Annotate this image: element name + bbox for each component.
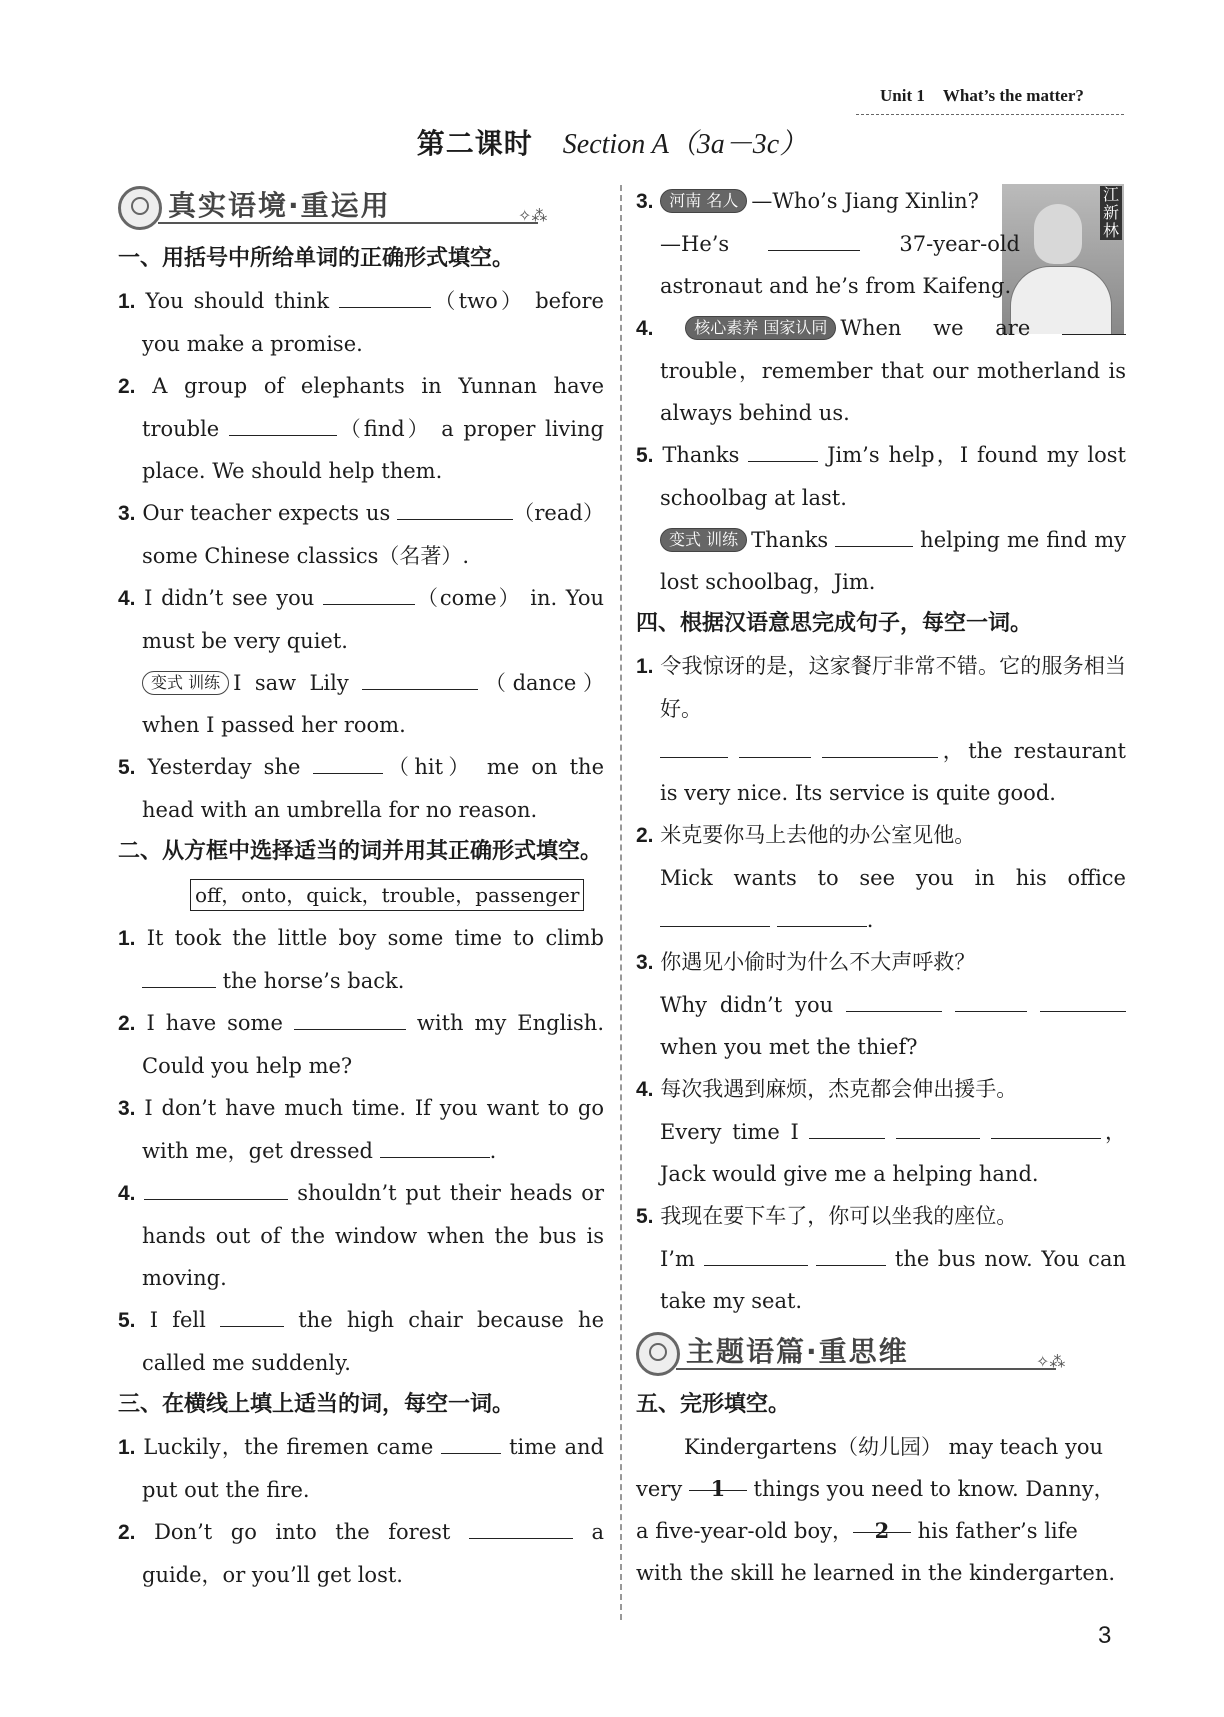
lesson-title-en: Section A（3a－3c） [562,129,808,160]
answer-blank[interactable] [1040,989,1126,1012]
word-box: off，onto，quick，trouble，passenger [190,879,584,911]
s1-question-1: 1. You should think （two） before you make a promise. [118,280,604,365]
answer-blank[interactable] [704,1243,808,1266]
answer-blank[interactable] [362,667,478,690]
s4-question-1: 1. 令我惊讶的是，这家餐厅非常不错。它的服务相当好。 ，the restaurant is very nice. Its service is quite good. [636,654,1126,805]
s4-question-2: 2. 米克要你马上去他的办公室见他。 Mick wants to see you in his office . [636,823,1126,932]
s2-question-4: 4. shouldn’t put their heads or hands out of the window when the bus is moving. [118,1172,604,1299]
answer-blank[interactable] [294,1007,406,1030]
s1-question-3: 3. Our teacher expects us （read） some Chinese classics（名著）. [118,492,604,577]
answer-blank[interactable] [220,1304,284,1327]
region-tag: 河南 名人 [660,189,747,213]
sparkle-icon: ✧⁂ [518,206,548,225]
variant-tag: 变式 训练 [142,671,229,695]
answer-blank[interactable] [777,904,867,927]
cloze-passage: Kindergartens（幼儿园） may teach you very 1 things you need to know. Danny，a five-year-old boy， 2 his father’s life with the skill he learned in the kindergarten. [636,1435,1116,1585]
answer-blank[interactable] [313,751,383,774]
banner-title: 真实语境·重运用 [168,189,391,222]
right-column [636,180,1126,1594]
section-banner-theme [636,1326,1126,1376]
cloze-blank-1[interactable]: 1 [689,1468,747,1491]
book-icon [636,1332,680,1376]
lesson-title [0,122,1224,162]
s1-question-4-variant: 变式 训练 I saw Lily （dance） when I passed her room. [118,662,604,746]
answer-blank[interactable] [846,989,942,1012]
answer-blank[interactable] [339,285,431,308]
answer-blank[interactable] [835,524,913,547]
answer-blank[interactable] [380,1135,490,1158]
answer-blank[interactable] [229,413,337,436]
lesson-title-cn: 第二课时 [416,127,533,160]
variant-tag: 变式 训练 [660,528,747,552]
answer-blank[interactable] [822,735,938,758]
sparkle-icon: ✧⁂ [1036,1352,1066,1371]
s1-question-2: 2. A group of elephants in Yunnan have trouble （find） a proper living place. We should help them. [118,374,604,483]
s2-question-5: 5. I fell the high chair because he called me suddenly. [118,1299,604,1384]
answer-blank[interactable] [739,735,811,758]
banner-rule [676,1368,1056,1370]
answer-blank[interactable] [397,497,513,520]
banner-rule [158,222,538,224]
cloze-blank-2[interactable]: 2 [853,1510,911,1533]
s1-question-5: 5. Yesterday she （hit） me on the head with an umbrella for no reason. [118,746,604,831]
answer-blank[interactable] [144,1177,288,1200]
s4-question-5: 5. 我现在要下车了，你可以坐我的座位。 I’m the bus now. You can take my seat. [636,1204,1126,1313]
section-5-title: 五、完形填空。 [636,1392,791,1417]
unit-label: Unit 1 [880,86,925,105]
unit-title: What’s the matter? [942,86,1084,105]
section-1-title: 一、用括号中所给单词的正确形式填空。 [118,246,515,271]
person-icon [118,186,162,230]
s2-question-1: 1. It took the little boy some time to climb the horse’s back. [118,926,604,993]
running-header [880,86,1102,106]
section-banner-context [118,180,604,230]
answer-blank[interactable] [816,1243,886,1266]
s3-question-3: 3. 河南 名人 —Who’s Jiang Xinlin? —He’s 37-year-old astronaut and he’s from Kaifeng. [636,189,1020,298]
page-number: 3 [1098,1622,1112,1649]
answer-blank[interactable] [660,904,770,927]
literacy-tag: 核心素养 国家认同 [685,316,836,340]
s3-question-4: 4. 核心素养 国家认同 When we are trouble，remember that our motherland is always behind us. [636,307,1126,434]
answer-blank[interactable] [991,1116,1101,1139]
answer-blank[interactable] [748,439,818,462]
s2-question-3: 3. I don’t have much time. If you want to go with me，get dressed . [118,1096,604,1163]
left-column [118,180,604,1596]
answer-blank[interactable] [469,1516,573,1539]
s4-question-3: 3. 你遇见小偷时为什么不大声呼救？ Why didn’t you when you met the thief? [636,941,1126,1068]
photo-label: 江新林 [1100,186,1122,240]
header-rule [856,114,1124,115]
s3-question-2: 2. Don’t go into the forest a guide，or you’ll get lost. [118,1511,604,1596]
section-3-title: 三、在横线上填上适当的词，每空一词。 [118,1392,515,1417]
answer-blank[interactable] [809,1116,885,1139]
banner-title: 主题语篇·重思维 [686,1335,909,1368]
s1-question-4: 4. I didn’t see you （come） in. You must be very quiet. [118,577,604,662]
answer-blank[interactable] [323,582,415,605]
answer-blank[interactable] [142,965,216,988]
answer-blank[interactable] [768,228,860,251]
section-2-title: 二、从方框中选择适当的词并用其正确形式填空。 [118,839,603,864]
answer-blank[interactable] [441,1431,501,1454]
s3-question-5-variant: 变式 训练 Thanks helping me find my lost schoolbag，Jim. [636,519,1126,603]
answer-blank[interactable] [896,1116,980,1139]
answer-blank[interactable] [660,735,728,758]
section-4-title: 四、根据汉语意思完成句子，每空一词。 [636,611,1033,636]
s2-question-2: 2. I have some with my English. Could you help me? [118,1002,604,1087]
answer-blank[interactable] [1062,312,1126,335]
answer-blank[interactable] [955,989,1027,1012]
column-divider [620,185,622,1620]
s4-question-4: 4. 每次我遇到麻烦，杰克都会伸出援手。 Every time I ，Jack would give me a helping hand. [636,1077,1126,1186]
s3-question-5: 5. Thanks Jim’s help，I found my lost schoolbag at last. [636,434,1126,519]
s3-question-1: 1. Luckily，the firemen came time and put out the fire. [118,1426,604,1511]
